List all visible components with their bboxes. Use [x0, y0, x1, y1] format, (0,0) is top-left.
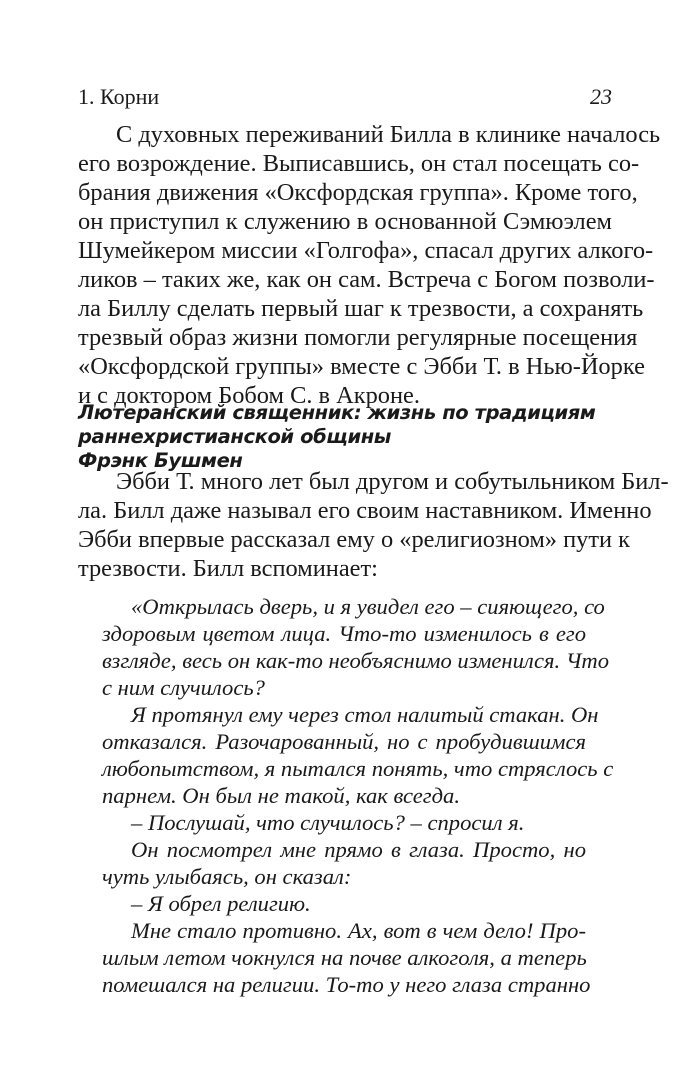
quote-line: любопытством, я пытался понять, что стряслось с [102, 756, 614, 781]
quote-line: – Я обрел религию. [131, 891, 311, 916]
text-line: «Оксфордской группы» вместе с Эбби Т. в Нью-Йорке [78, 353, 645, 380]
text-line: Шумейкером миссии «Голгофа», спасал других алкого- [78, 237, 654, 264]
quote-line: – Послушай, что случилось? – спросил я. [131, 810, 525, 835]
quote-line: Он посмотрел мне прямо в глаза. Просто, но [131, 837, 586, 862]
text-line: С духовных переживаний Билла в клинике началось [116, 121, 661, 148]
quote-line: шлым летом чокнулся на почве алкоголя, а теперь [102, 945, 587, 970]
text-line: Эбби Т. много лет был другом и собутыльником Бил- [116, 468, 669, 495]
text-line: трезвый образ жизни помогли регулярные посещения [78, 324, 638, 351]
quote-line: парнем. Он был не такой, как всегда. [102, 783, 460, 808]
quote-line: с ним случилось? [102, 675, 265, 700]
heading-line: Лютеранский священник: жизнь по традициям [78, 401, 596, 424]
text-line: трезвости. Билл вспоминает: [78, 555, 378, 582]
page-number: 23 [590, 84, 612, 109]
quote-line: «Открылась дверь, и я увидел его – сияющего, со [131, 594, 605, 619]
text-line: ла. Билл даже называл его своим наставником. Именно [78, 497, 652, 524]
text-line: Эбби впервые рассказал ему о «религиозном» пути к [78, 526, 631, 553]
quote-line: Я протянул ему через стол налитый стакан. Он [131, 702, 599, 727]
text-line: его возрождение. Выписавшись, он стал посещать со- [78, 150, 640, 177]
text-line: ла Биллу сделать первый шаг к трезвости, а сохранять [78, 295, 644, 322]
chapter-title: 1. Корни [78, 84, 160, 109]
quote-line: взгляде, весь он как-то необъяснимо изменился. Что [102, 648, 610, 673]
heading-line: раннехристианской общины [78, 425, 392, 448]
text-line: ликов – таких же, как он сам. Встреча с Богом позволи- [78, 266, 655, 293]
text-line: он приступил к служению в основанной Сэмюэлем [78, 208, 612, 235]
quote-line: здоровым цветом лица. Что-то изменилось в его [102, 621, 586, 646]
text-line: и с доктором Бобом С. в Акроне. [78, 382, 420, 409]
quote-line: отказался. Разочарованный, но с пробудившимся [102, 729, 586, 754]
quote-line: помешался на религии. То-то у него глаза странно [102, 972, 591, 997]
quote-line: Мне стало противно. Ах, вот в чем дело! Про- [131, 918, 586, 943]
text-line: брания движения «Оксфордская группа». Кроме того, [78, 179, 638, 206]
section-author: Фрэнк Бушмен [78, 449, 243, 472]
running-header [78, 82, 612, 112]
quote-line: чуть улыбаясь, он сказал: [102, 864, 352, 889]
